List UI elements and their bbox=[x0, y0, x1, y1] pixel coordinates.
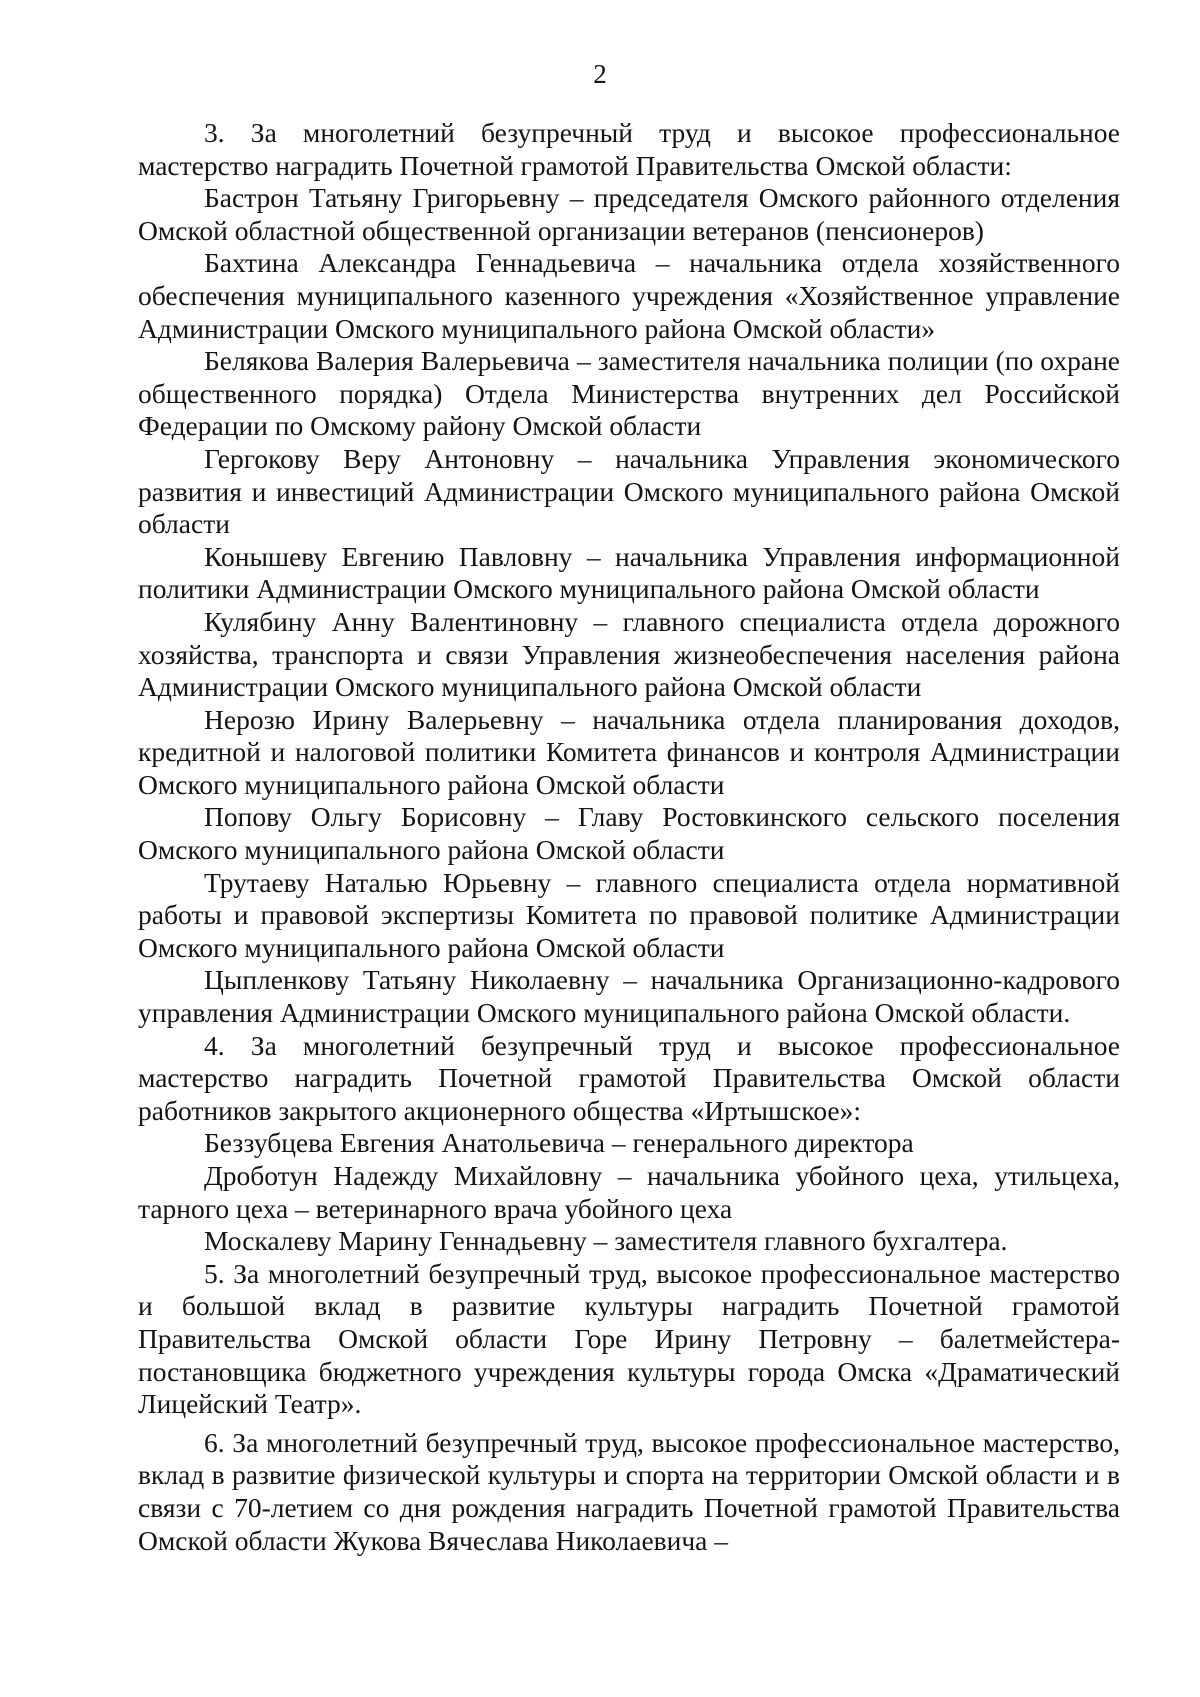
document-body bbox=[138, 117, 1120, 1557]
paragraph-item-5: 5. За многолетний безупречный труд, высокое профессиональное мастерство и большой вклад в развитие культуры наградить Почетной грамотой Правительства Омской области Горе Ирину Петровну – балетмейстера-постановщика бюджетного учреждения культуры города Омска «Драматический Лицейский Театр». bbox=[138, 1257, 1120, 1420]
awardee-nerozya: Нерозю Ирину Валерьевну – начальника отдела планирования доходов, кредитной и налоговой политики Комитета финансов и контроля Администрации Омского муниципального района Омской области bbox=[138, 703, 1120, 800]
awardee-kulyabina: Кулябину Анну Валентиновну – главного специалиста отдела дорожного хозяйства, транспорта и связи Управления жизнеобеспечения населения района Администрации Омского муниципального района Омской области bbox=[138, 605, 1120, 703]
awardee-trutaeva: Трутаеву Наталью Юрьевну – главного специалиста отдела нормативной работы и правовой экспертизы Комитета по правовой политике Администрации Омского муниципального района Омской области bbox=[138, 866, 1120, 963]
awardee-tsyplenkova: Цыпленкову Татьяну Николаевну – начальника Организационно-кадрового управления Администрации Омского муниципального района Омской области. bbox=[138, 964, 1120, 1029]
awardee-drobotun: Дроботун Надежду Михайловну – начальника убойного цеха, утильцеха, тарного цеха – ветеринарного врача убойного цеха bbox=[138, 1160, 1120, 1224]
awardee-bakhtin: Бахтина Александра Геннадьевича – начальника отдела хозяйственного обеспечения муниципального казенного учреждения «Хозяйственное управление Администрации Омского муниципального района Омской области» bbox=[138, 247, 1120, 344]
paragraph-item-3: 3. За многолетний безупречный труд и высокое профессиональное мастерство наградить Почетной грамотой Правительства Омской области: bbox=[138, 117, 1120, 181]
awardee-konysheva: Конышеву Евгению Павловну – начальника Управления информационной политики Администрации Омского муниципального района Омской области bbox=[138, 540, 1120, 605]
page-number: 2 bbox=[593, 59, 607, 89]
awardee-popova: Попову Ольгу Борисовну – Главу Ростовкинского сельского поселения Омского муниципального района Омской области bbox=[138, 801, 1120, 866]
awardee-belyakov: Белякова Валерия Валерьевича – заместителя начальника полиции (по охране общественного порядка) Отдела Министерства внутренних дел Российской Федерации по Омскому району Омской области bbox=[138, 345, 1120, 442]
awardee-bastron: Бастрон Татьяну Григорьевну – председателя Омского районного отделения Омской областной общественной организации ветеранов (пенсионеров) bbox=[138, 182, 1120, 246]
awardee-bezzubtsev: Беззубцева Евгения Анатольевича – генерального директора bbox=[204, 1127, 914, 1159]
paragraph-item-6: 6. За многолетний безупречный труд, высокое профессиональное мастерство, вклад в развитие физической культуры и спорта на территории Омской области и в связи с 70-летием со дня рождения наградить Почетной грамотой Правительства Омской области Жукова Вячеслава Николаевича – bbox=[138, 1426, 1120, 1556]
paragraph-item-4: 4. За многолетний безупречный труд и высокое профессиональное мастерство наградить Почетной грамотой Правительства Омской области работников закрытого акционерного общества «Иртышское»: bbox=[138, 1029, 1120, 1126]
awardee-moskaleva: Москалеву Марину Геннадьевну – заместителя главного бухгалтера. bbox=[204, 1225, 1008, 1257]
awardee-gergokova: Гергокову Веру Антоновну – начальника Управления экономического развития и инвестиций Администрации Омского муниципального района Омской области bbox=[138, 442, 1120, 540]
